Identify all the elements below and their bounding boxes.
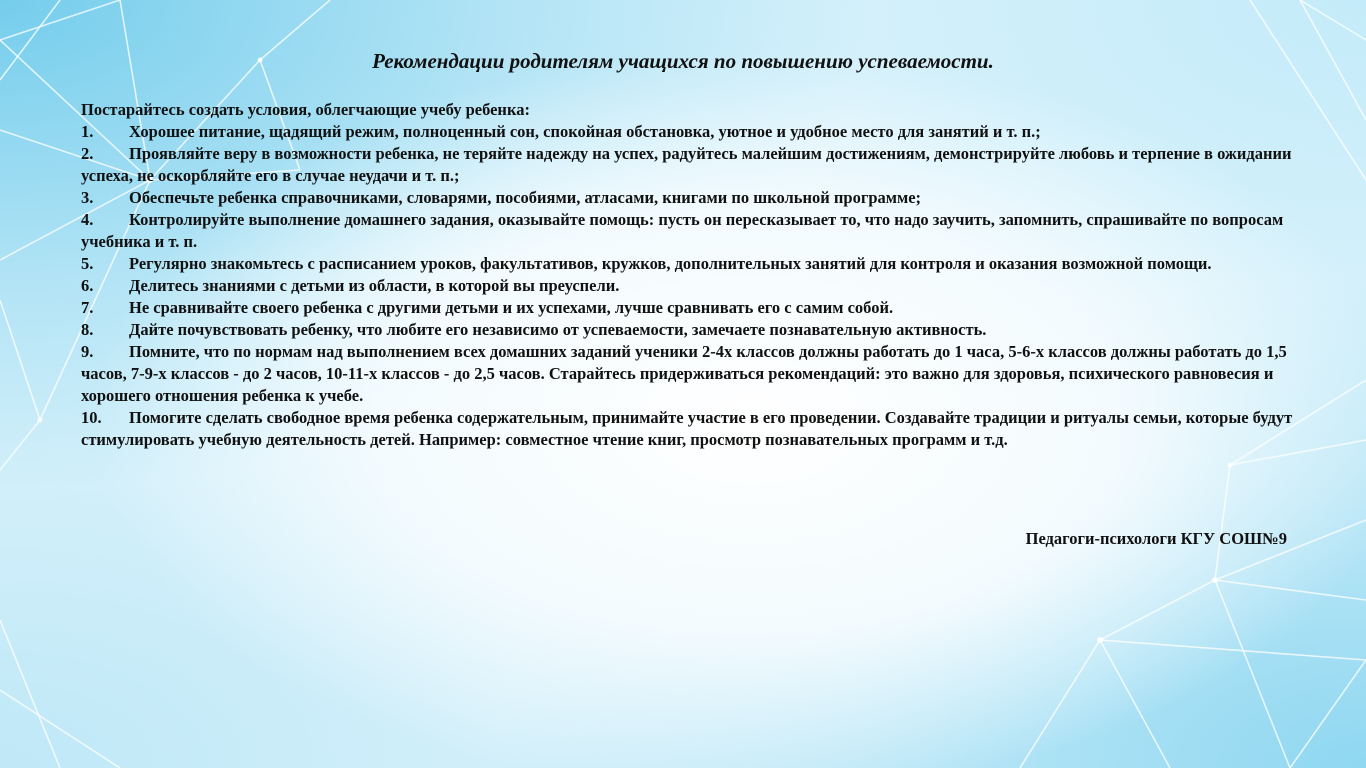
item-number: 1. [81, 122, 94, 141]
item-text: Помните, что по нормам над выполнением всех домашних заданий ученики 2-4х классов должны работать до 1 часа, 5-6-х классов должны работать до 1,5 часов, 7-9-х классов - до 2 часов, 10-11-х классов - до 2,5 часов. Старайтесь придерживаться рекомендаций: это важно для здоровья, психического равновесия и хорошего отношения ребенка к учебе. [81, 342, 1287, 405]
list-item [81, 121, 1296, 143]
list-item [81, 187, 1296, 209]
list-item [81, 143, 1296, 187]
recommendations-body [81, 99, 1296, 451]
item-number: 4. [81, 210, 94, 229]
item-number: 9. [81, 342, 94, 361]
item-text: Не сравнивайте своего ребенка с другими детьми и их успехами, лучше сравнивать его с самим собой. [129, 298, 894, 317]
recommendation-list [81, 121, 1296, 451]
item-number: 3. [81, 188, 94, 207]
list-item [81, 209, 1296, 253]
list-item [81, 297, 1296, 319]
list-item [81, 319, 1296, 341]
item-text: Обеспечьте ребенка справочниками, словарями, пособиями, атласами, книгами по школьной программе; [129, 188, 922, 207]
list-item [81, 253, 1296, 275]
item-text: Помогите сделать свободное время ребенка содержательным, принимайте участие в его проведении. Создавайте традиции и ритуалы семьи, которые будут стимулировать учебную деятельность детей. Например: совместное чтение книг, просмотр познавательных программ и т.д. [81, 408, 1293, 449]
item-text: Контролируйте выполнение домашнего задания, оказывайте помощь: пусть он пересказывает то, что надо заучить, запомнить, спрашивайте по вопросам учебника и т. п. [81, 210, 1284, 251]
item-number: 6. [81, 276, 94, 295]
signature: Педагоги-психологи КГУ СОШ№9 [1025, 529, 1287, 548]
item-text: Дайте почувствовать ребенку, что любите его независимо от успеваемости, замечаете познавательную активность. [129, 320, 987, 339]
item-text: Регулярно знакомьтесь с расписанием уроков, факультативов, кружков, дополнительных занятий для контроля и оказания возможной помощи. [129, 254, 1212, 273]
item-number: 7. [81, 298, 94, 317]
item-text: Проявляйте веру в возможности ребенка, не теряйте надежду на успех, радуйтесь малейшим достижениям, демонстрируйте любовь и терпение в ожидании успеха, не оскорбляйте его в случае неудачи и т. п.; [81, 144, 1292, 185]
item-number: 8. [81, 320, 94, 339]
intro-text: Постарайтесь создать условия, облегчающие учебу ребенка: [81, 100, 530, 119]
list-item [81, 275, 1296, 297]
page-title: Рекомендации родителям учащихся по повышению успеваемости. [372, 49, 994, 73]
item-number: 10. [81, 408, 102, 427]
item-text: Хорошее питание, щадящий режим, полноценный сон, спокойная обстановка, уютное и удобное место для занятий и т. п.; [129, 122, 1041, 141]
item-number: 5. [81, 254, 94, 273]
item-number: 2. [81, 144, 94, 163]
list-item [81, 341, 1296, 407]
list-item [81, 407, 1296, 451]
item-text: Делитесь знаниями с детьми из области, в которой вы преуспели. [129, 276, 620, 295]
